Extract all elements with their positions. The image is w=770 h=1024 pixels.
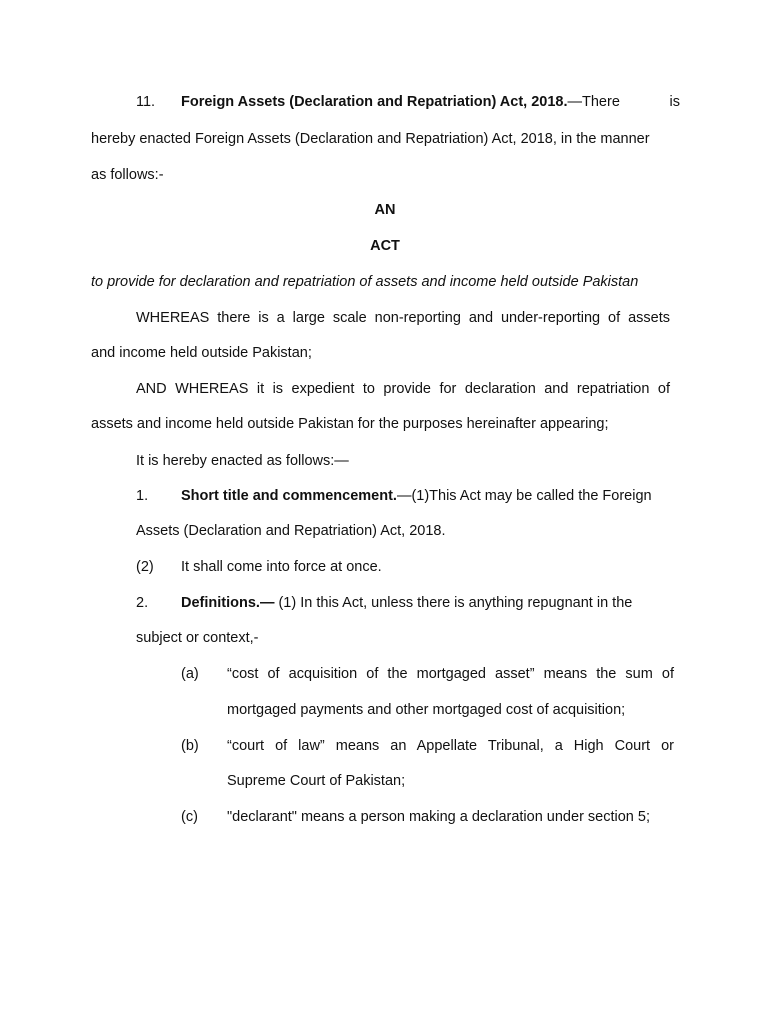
s1-2-text: It shall come into force at once. xyxy=(181,559,382,575)
section-title: Foreign Assets (Declaration and Repatriation) Act, 2018. xyxy=(181,94,568,110)
s2-text: (1) In this Act, unless there is anything repugnant in the xyxy=(274,595,633,611)
s2-number: 2. xyxy=(136,595,149,611)
section-lead-end: is xyxy=(669,94,680,110)
clause-b-label: (b) xyxy=(181,738,199,754)
act-long-title: to provide for declaration and repatriation of assets and income held outside Pakistan xyxy=(91,274,639,290)
clause-b-line-2: Supreme Court of Pakistan; xyxy=(227,773,406,789)
clause-c-line-1: "declarant" means a person making a declaration under section 5; xyxy=(227,809,650,825)
clause-b-text: “court of law” means an Appellate Tribunal, a High Court or xyxy=(227,738,674,754)
section-number: 11. xyxy=(136,94,156,110)
act-heading-act: ACT xyxy=(370,238,400,254)
s1-number: 1. xyxy=(136,488,149,504)
s2-title: Definitions.— xyxy=(181,595,275,611)
clause-a-text: “cost of acquisition of the mortgaged asset” means the sum of xyxy=(227,666,674,682)
s1-title: Short title and commencement. xyxy=(181,488,397,504)
s1-line-1 xyxy=(181,487,680,505)
s1-text: —(1)This Act may be called the Foreign xyxy=(396,488,652,504)
s1-2-number: (2) xyxy=(136,559,154,575)
s2-line-2: subject or context,- xyxy=(136,630,259,646)
s2-line-1 xyxy=(181,594,680,612)
clause-a-line-2: mortgaged payments and other mortgaged cost of acquisition; xyxy=(227,702,626,718)
enacting-clause: It is hereby enacted as follows:— xyxy=(136,453,349,469)
clause-c-label: (c) xyxy=(181,809,198,825)
preamble-1-text: WHEREAS there is a large scale non-reporting and under-reporting of assets xyxy=(136,310,670,326)
preamble-2-line-1 xyxy=(136,380,670,398)
section-heading-line xyxy=(181,93,680,111)
preamble-1-line-1 xyxy=(136,309,670,327)
section-lead: —There xyxy=(567,94,620,110)
act-heading-an: AN xyxy=(374,202,396,218)
section-body-line-3: as follows:- xyxy=(91,167,164,183)
section-body-line-2: hereby enacted Foreign Assets (Declaration and Repatriation) Act, 2018, in the manner xyxy=(91,131,650,147)
preamble-2-line-2: assets and income held outside Pakistan for the purposes hereinafter appearing; xyxy=(91,416,609,432)
clause-a-line-1 xyxy=(227,665,674,683)
preamble-1-line-2: and income held outside Pakistan; xyxy=(91,345,312,361)
clause-b-line-1 xyxy=(227,737,674,755)
preamble-2-text: AND WHEREAS it is expedient to provide for declaration and repatriation of xyxy=(136,381,670,397)
s1-line-2: Assets (Declaration and Repatriation) Act, 2018. xyxy=(136,523,446,539)
clause-a-label: (a) xyxy=(181,666,199,682)
